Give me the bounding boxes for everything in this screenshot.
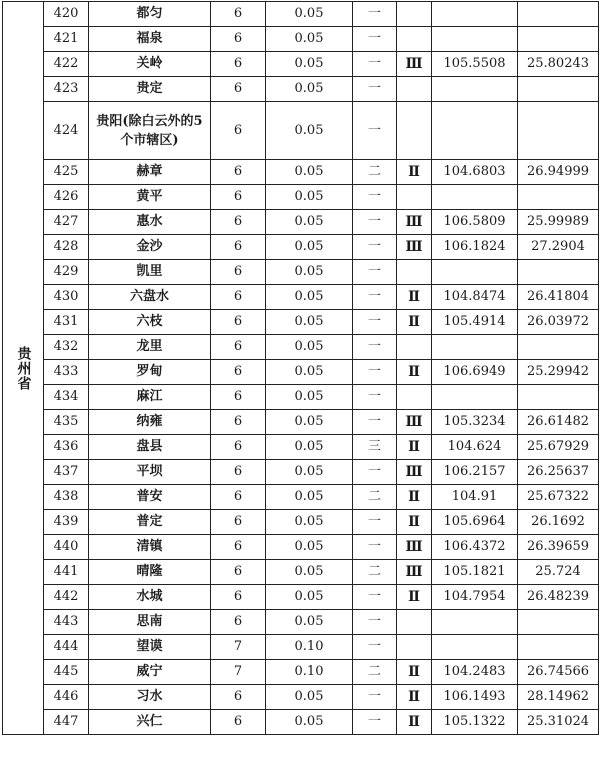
location-name: 赫章: [89, 160, 211, 185]
intensity-value: 6: [211, 77, 266, 102]
design-group: 一: [353, 410, 397, 435]
latitude: [518, 385, 599, 410]
intensity-value: 6: [211, 385, 266, 410]
table-row: [3, 485, 599, 510]
intensity-value: 7: [211, 635, 266, 660]
site-class: [397, 385, 432, 410]
row-number: 423: [44, 77, 89, 102]
row-number: 446: [44, 685, 89, 710]
intensity-value: 6: [211, 2, 266, 27]
design-group: 一: [353, 52, 397, 77]
latitude: 25.29942: [518, 360, 599, 385]
table-row: [3, 335, 599, 360]
design-group: 一: [353, 460, 397, 485]
longitude: 106.2157: [432, 460, 518, 485]
longitude: 106.6949: [432, 360, 518, 385]
location-name: 威宁: [89, 660, 211, 685]
site-class: Ⅲ: [397, 235, 432, 260]
site-class: Ⅱ: [397, 710, 432, 735]
location-name: 思南: [89, 610, 211, 635]
acceleration-value: 0.05: [266, 27, 353, 52]
location-name: 六枝: [89, 310, 211, 335]
row-number: 422: [44, 52, 89, 77]
longitude: [432, 635, 518, 660]
longitude: [432, 335, 518, 360]
latitude: [518, 610, 599, 635]
design-group: 一: [353, 185, 397, 210]
acceleration-value: 0.05: [266, 360, 353, 385]
acceleration-value: 0.05: [266, 260, 353, 285]
intensity-value: 6: [211, 210, 266, 235]
table-row: [3, 510, 599, 535]
site-class: [397, 260, 432, 285]
location-name: 习水: [89, 685, 211, 710]
design-group: 一: [353, 510, 397, 535]
table-row: [3, 260, 599, 285]
acceleration-value: 0.05: [266, 385, 353, 410]
intensity-value: 6: [211, 260, 266, 285]
intensity-value: 6: [211, 335, 266, 360]
table-row: [3, 535, 599, 560]
latitude: 25.99989: [518, 210, 599, 235]
intensity-value: 6: [211, 310, 266, 335]
acceleration-value: 0.05: [266, 335, 353, 360]
acceleration-value: 0.05: [266, 102, 353, 160]
design-group: 一: [353, 27, 397, 52]
table-row: [3, 585, 599, 610]
location-name: 关岭: [89, 52, 211, 77]
intensity-value: 6: [211, 360, 266, 385]
row-number: 439: [44, 510, 89, 535]
design-group: 一: [353, 310, 397, 335]
table-row: [3, 285, 599, 310]
longitude: [432, 185, 518, 210]
location-name: 黄平: [89, 185, 211, 210]
site-class: Ⅲ: [397, 52, 432, 77]
table-body: [3, 2, 599, 735]
row-number: 431: [44, 310, 89, 335]
location-name: 金沙: [89, 235, 211, 260]
acceleration-value: 0.05: [266, 560, 353, 585]
table-row: [3, 360, 599, 385]
location-name: 水城: [89, 585, 211, 610]
acceleration-value: 0.05: [266, 185, 353, 210]
row-number: 445: [44, 660, 89, 685]
latitude: [518, 102, 599, 160]
longitude: 105.6964: [432, 510, 518, 535]
latitude: [518, 27, 599, 52]
location-name: 清镇: [89, 535, 211, 560]
site-class: Ⅲ: [397, 410, 432, 435]
longitude: 106.1493: [432, 685, 518, 710]
intensity-value: 6: [211, 535, 266, 560]
latitude: 26.03972: [518, 310, 599, 335]
row-number: 447: [44, 710, 89, 735]
intensity-value: 6: [211, 235, 266, 260]
design-group: 一: [353, 102, 397, 160]
row-number: 441: [44, 560, 89, 585]
longitude: 105.1322: [432, 710, 518, 735]
row-number: 437: [44, 460, 89, 485]
table-row: [3, 460, 599, 485]
row-number: 420: [44, 2, 89, 27]
latitude: 26.48239: [518, 585, 599, 610]
table-row: [3, 310, 599, 335]
site-class: [397, 635, 432, 660]
seismic-parameter-table: [2, 1, 599, 735]
latitude: 25.31024: [518, 710, 599, 735]
latitude: 25.67929: [518, 435, 599, 460]
location-name: 贵阳(除白云外的5个市辖区): [89, 102, 211, 160]
intensity-value: 6: [211, 685, 266, 710]
latitude: 26.39659: [518, 535, 599, 560]
intensity-value: 6: [211, 585, 266, 610]
longitude: [432, 77, 518, 102]
acceleration-value: 0.05: [266, 285, 353, 310]
latitude: 26.25637: [518, 460, 599, 485]
latitude: [518, 2, 599, 27]
table-row: [3, 385, 599, 410]
longitude: 104.7954: [432, 585, 518, 610]
intensity-value: 6: [211, 560, 266, 585]
latitude: 27.2904: [518, 235, 599, 260]
design-group: 二: [353, 560, 397, 585]
longitude: 105.3234: [432, 410, 518, 435]
location-name: 平坝: [89, 460, 211, 485]
site-class: Ⅱ: [397, 435, 432, 460]
longitude: [432, 260, 518, 285]
design-group: 一: [353, 385, 397, 410]
intensity-value: 6: [211, 285, 266, 310]
design-group: 二: [353, 485, 397, 510]
site-class: Ⅱ: [397, 160, 432, 185]
site-class: Ⅱ: [397, 310, 432, 335]
acceleration-value: 0.05: [266, 710, 353, 735]
row-number: 430: [44, 285, 89, 310]
table-row: [3, 560, 599, 585]
table-row: [3, 185, 599, 210]
acceleration-value: 0.10: [266, 635, 353, 660]
longitude: [432, 2, 518, 27]
design-group: 一: [353, 635, 397, 660]
longitude: [432, 610, 518, 635]
acceleration-value: 0.05: [266, 210, 353, 235]
acceleration-value: 0.05: [266, 310, 353, 335]
site-class: Ⅱ: [397, 510, 432, 535]
table-row: [3, 710, 599, 735]
acceleration-value: 0.05: [266, 610, 353, 635]
site-class: Ⅱ: [397, 360, 432, 385]
table-row: [3, 410, 599, 435]
longitude: 105.1821: [432, 560, 518, 585]
site-class: Ⅲ: [397, 210, 432, 235]
location-name: 兴仁: [89, 710, 211, 735]
acceleration-value: 0.05: [266, 435, 353, 460]
acceleration-value: 0.05: [266, 585, 353, 610]
latitude: 25.67322: [518, 485, 599, 510]
intensity-value: 6: [211, 610, 266, 635]
design-group: 一: [353, 360, 397, 385]
design-group: 二: [353, 660, 397, 685]
site-class: Ⅱ: [397, 660, 432, 685]
longitude: 104.8474: [432, 285, 518, 310]
longitude: [432, 27, 518, 52]
longitude: 105.5508: [432, 52, 518, 77]
location-name: 贵定: [89, 77, 211, 102]
location-name: 普定: [89, 510, 211, 535]
location-name: 纳雍: [89, 410, 211, 435]
acceleration-value: 0.05: [266, 410, 353, 435]
longitude: 106.1824: [432, 235, 518, 260]
latitude: [518, 185, 599, 210]
table-row: [3, 210, 599, 235]
site-class: [397, 2, 432, 27]
site-class: [397, 77, 432, 102]
longitude: 104.91: [432, 485, 518, 510]
site-class: [397, 27, 432, 52]
longitude: 106.5809: [432, 210, 518, 235]
intensity-value: 6: [211, 710, 266, 735]
row-number: 438: [44, 485, 89, 510]
row-number: 432: [44, 335, 89, 360]
row-number: 424: [44, 102, 89, 160]
design-group: 一: [353, 77, 397, 102]
province-cell: 贵州省: [3, 2, 44, 735]
table-row: [3, 660, 599, 685]
site-class: Ⅲ: [397, 460, 432, 485]
design-group: 一: [353, 610, 397, 635]
acceleration-value: 0.05: [266, 460, 353, 485]
longitude: [432, 385, 518, 410]
longitude: 104.6803: [432, 160, 518, 185]
table-row: [3, 610, 599, 635]
site-class: Ⅱ: [397, 585, 432, 610]
table-row: [3, 52, 599, 77]
longitude: [432, 102, 518, 160]
intensity-value: 6: [211, 52, 266, 77]
location-name: 凯里: [89, 260, 211, 285]
site-class: Ⅲ: [397, 535, 432, 560]
intensity-value: 6: [211, 185, 266, 210]
latitude: [518, 635, 599, 660]
design-group: 一: [353, 285, 397, 310]
longitude: 105.4914: [432, 310, 518, 335]
design-group: 二: [353, 160, 397, 185]
location-name: 福泉: [89, 27, 211, 52]
row-number: 444: [44, 635, 89, 660]
row-number: 433: [44, 360, 89, 385]
design-group: 一: [353, 235, 397, 260]
row-number: 436: [44, 435, 89, 460]
row-number: 443: [44, 610, 89, 635]
latitude: 25.80243: [518, 52, 599, 77]
longitude: 104.2483: [432, 660, 518, 685]
intensity-value: 6: [211, 27, 266, 52]
design-group: 一: [353, 210, 397, 235]
acceleration-value: 0.05: [266, 52, 353, 77]
site-class: Ⅱ: [397, 485, 432, 510]
row-number: 421: [44, 27, 89, 52]
site-class: [397, 335, 432, 360]
row-number: 427: [44, 210, 89, 235]
table-row: [3, 77, 599, 102]
table-row: [3, 435, 599, 460]
design-group: 三: [353, 435, 397, 460]
row-number: 440: [44, 535, 89, 560]
location-name: 普安: [89, 485, 211, 510]
location-name: 麻江: [89, 385, 211, 410]
acceleration-value: 0.05: [266, 510, 353, 535]
site-class: [397, 185, 432, 210]
location-name: 惠水: [89, 210, 211, 235]
site-class: Ⅱ: [397, 685, 432, 710]
site-class: Ⅱ: [397, 285, 432, 310]
table-row: [3, 160, 599, 185]
intensity-value: 6: [211, 410, 266, 435]
intensity-value: 7: [211, 660, 266, 685]
table-row: [3, 27, 599, 52]
longitude: 106.4372: [432, 535, 518, 560]
row-number: 429: [44, 260, 89, 285]
latitude: 26.41804: [518, 285, 599, 310]
table-row: [3, 235, 599, 260]
acceleration-value: 0.05: [266, 77, 353, 102]
latitude: [518, 335, 599, 360]
design-group: 一: [353, 335, 397, 360]
location-name: 都匀: [89, 2, 211, 27]
location-name: 盘县: [89, 435, 211, 460]
design-group: 一: [353, 710, 397, 735]
location-name: 龙里: [89, 335, 211, 360]
site-class: Ⅲ: [397, 560, 432, 585]
location-name: 罗甸: [89, 360, 211, 385]
latitude: 26.1692: [518, 510, 599, 535]
design-group: 一: [353, 2, 397, 27]
row-number: 435: [44, 410, 89, 435]
intensity-value: 6: [211, 510, 266, 535]
latitude: 28.14962: [518, 685, 599, 710]
acceleration-value: 0.05: [266, 2, 353, 27]
acceleration-value: 0.05: [266, 235, 353, 260]
latitude: 26.61482: [518, 410, 599, 435]
latitude: [518, 77, 599, 102]
site-class: [397, 610, 432, 635]
acceleration-value: 0.05: [266, 485, 353, 510]
design-group: 一: [353, 685, 397, 710]
acceleration-value: 0.05: [266, 160, 353, 185]
design-group: 一: [353, 585, 397, 610]
design-group: 一: [353, 260, 397, 285]
acceleration-value: 0.05: [266, 685, 353, 710]
latitude: 25.724: [518, 560, 599, 585]
latitude: 26.94999: [518, 160, 599, 185]
row-number: 425: [44, 160, 89, 185]
latitude: 26.74566: [518, 660, 599, 685]
row-number: 434: [44, 385, 89, 410]
table-row: [3, 102, 599, 160]
row-number: 428: [44, 235, 89, 260]
table-row: [3, 635, 599, 660]
location-name: 六盘水: [89, 285, 211, 310]
intensity-value: 6: [211, 435, 266, 460]
acceleration-value: 0.05: [266, 535, 353, 560]
row-number: 426: [44, 185, 89, 210]
intensity-value: 6: [211, 485, 266, 510]
latitude: [518, 260, 599, 285]
intensity-value: 6: [211, 160, 266, 185]
design-group: 一: [353, 535, 397, 560]
intensity-value: 6: [211, 102, 266, 160]
site-class: [397, 102, 432, 160]
acceleration-value: 0.10: [266, 660, 353, 685]
table-row: [3, 685, 599, 710]
location-name: 望谟: [89, 635, 211, 660]
intensity-value: 6: [211, 460, 266, 485]
table-row: [3, 2, 599, 27]
longitude: 104.624: [432, 435, 518, 460]
location-name: 晴隆: [89, 560, 211, 585]
row-number: 442: [44, 585, 89, 610]
